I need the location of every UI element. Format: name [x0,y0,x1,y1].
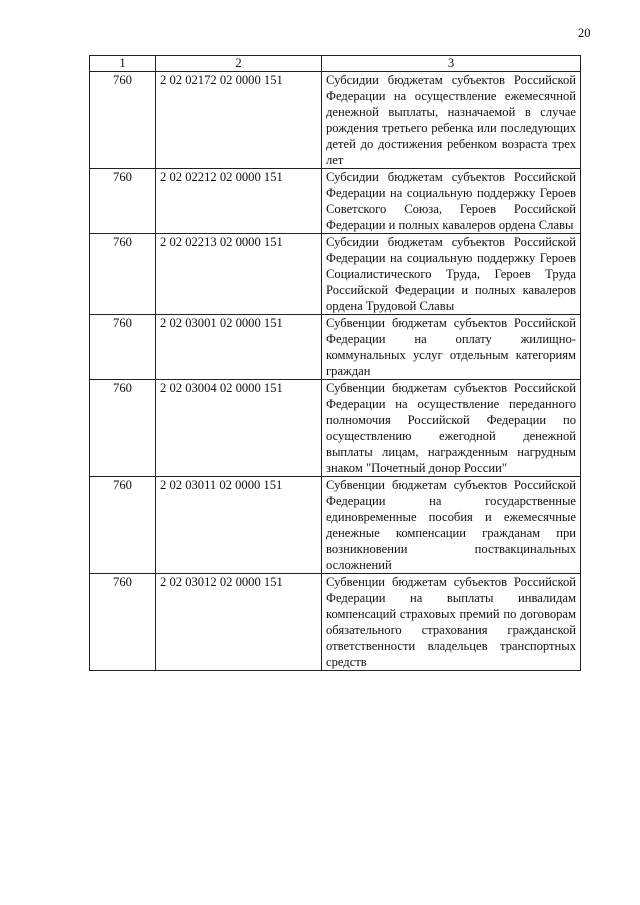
classification-code-cell: 2 02 03001 02 0000 151 [156,315,322,380]
classification-code-cell: 2 02 03011 02 0000 151 [156,477,322,574]
description-cell: Субсидии бюджетам субъектов Российской Федерации на социальную поддержку Героев Советского Союза, Героев Российской Федерации и полных кавалеров ордена Славы [322,169,581,234]
table-row [90,234,581,315]
table-row [90,72,581,169]
budget-classification-table [89,55,581,671]
table-row [90,380,581,477]
description-cell: Субвенции бюджетам субъектов Российской Федерации на оплату жилищно-коммунальных услуг отдельным категориям граждан [322,315,581,380]
page-number: 20 [578,26,591,40]
classification-code-cell: 2 02 03012 02 0000 151 [156,574,322,671]
description-cell: Субвенции бюджетам субъектов Российской Федерации на осуществление переданного полномочия Российской Федерации по осуществлению ежегодной денежной выплаты лицам, награжденным нагрудным знаком "Почетный донор России" [322,380,581,477]
admin-code-cell: 760 [90,169,156,234]
description-cell: Субсидии бюджетам субъектов Российской Федерации на социальную поддержку Героев Социалистического Труда, Героев Труда Российской Федерации и полных кавалеров ордена Трудовой Славы [322,234,581,315]
classification-code-cell: 2 02 02172 02 0000 151 [156,72,322,169]
table-row [90,477,581,574]
description-cell: Субвенции бюджетам субъектов Российской Федерации на выплаты инвалидам компенсаций страховых премий по договорам обязательного страхования гражданской ответственности владельцев транспортных средств [322,574,581,671]
description-cell: Субвенции бюджетам субъектов Российской Федерации на государственные единовременные пособия и ежемесячные денежные компенсации гражданам при возникновении поствакцинальных осложнений [322,477,581,574]
admin-code-cell: 760 [90,72,156,169]
classification-code-cell: 2 02 03004 02 0000 151 [156,380,322,477]
description-cell: Субсидии бюджетам субъектов Российской Федерации на осуществление ежемесячной денежной выплаты, назначаемой в случае рождения третьего ребенка или последующих детей до достижения ребенком возраста трех лет [322,72,581,169]
column-header-1: 1 [90,56,156,72]
classification-code-cell: 2 02 02212 02 0000 151 [156,169,322,234]
table-row [90,315,581,380]
column-header-3: 3 [322,56,581,72]
admin-code-cell: 760 [90,315,156,380]
table-row [90,169,581,234]
admin-code-cell: 760 [90,380,156,477]
classification-code-cell: 2 02 02213 02 0000 151 [156,234,322,315]
table-row [90,574,581,671]
admin-code-cell: 760 [90,477,156,574]
admin-code-cell: 760 [90,234,156,315]
column-header-2: 2 [156,56,322,72]
admin-code-cell: 760 [90,574,156,671]
table-header-row [90,56,581,72]
